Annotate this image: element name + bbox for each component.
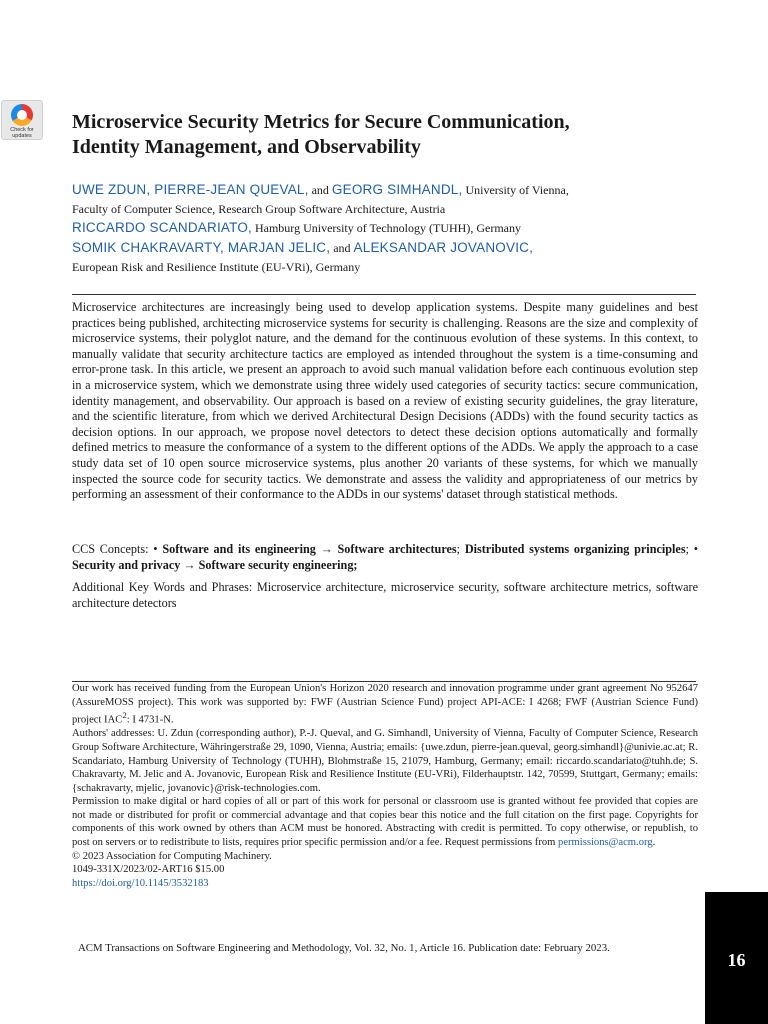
author-block bbox=[72, 180, 702, 276]
ccs-concept: Distributed systems organizing principles bbox=[464, 542, 686, 556]
check-for-updates-badge[interactable] bbox=[1, 100, 43, 140]
abstract-divider bbox=[72, 294, 696, 295]
author-affiliation: European Risk and Resilience Institute (EU-VRi), Germany bbox=[72, 260, 361, 274]
keywords: Additional Key Words and Phrases: Microservice architecture, microservice security, software architecture metrics, software architecture detectors bbox=[72, 580, 698, 610]
author-line-3 bbox=[72, 218, 702, 238]
author-affiliation: University of Vienna, bbox=[462, 183, 569, 197]
title-line-1: Microservice Security Metrics for Secure Communication, bbox=[72, 111, 570, 133]
author-affiliation: Faculty of Computer Science, Research Group Software Architecture, Austria bbox=[72, 202, 446, 216]
copyright-line: © 2023 Association for Computing Machinery. bbox=[72, 850, 272, 862]
author-names[interactable]: UWE ZDUN, PIERRE-JEAN QUEVAL, bbox=[72, 182, 309, 197]
author-names[interactable]: SOMIK CHAKRAVARTY, MARJAN JELIC, bbox=[72, 240, 331, 255]
ccs-concept: Security and privacy → Software security engineering; bbox=[72, 557, 358, 572]
author-addresses: Authors' addresses: U. Zdun (corresponding author), P.-J. Queval, and G. Simhandl, University of Vienna, Faculty of Computer Science, Research Group Software Architecture, Währingerstraße 29, 1090, Vienna, Austria; emails: {uwe.zdun, pierre-jean.queval, georg.simhandl}@univie.ac.at; R. Scandariato, Hamburg University of Technology (TUHH), Blohmstraße 15, 21079, Hamburg, Germany; email: riccardo.scandariato@tuhh.de; S. Chakravarty, M. Jelic and A. Jovanovic, European Risk and Resilience Institute (EU-VRi), Filderhauptstr. 142, 70599, Stuttgart, Germany; emails: {schakravarty, mjelic, jovanovic}@risk-technologies.com. bbox=[72, 728, 698, 794]
title-line-2: Identity Management, and Observability bbox=[72, 136, 421, 158]
badge-label: Check for updates bbox=[10, 127, 34, 139]
funding-note: Our work has received funding from the European Union's Horizon 2020 research and innovation programme under grant agreement No 952647 (AssureMOSS project). This work was supported by: FWF (Austrian Science Fund) project API-ACE: I 4268; FWF (Austrian Science Fund) project IAC$^2$: I 4731-N. bbox=[72, 683, 698, 726]
ccs-concepts: CCS Concepts: • Software and its engineering → Software architectures; Distributed systems organizing principles; • Security and privacy → Software security engineering; bbox=[72, 542, 699, 572]
permissions-email-link[interactable]: permissions@acm.org bbox=[558, 837, 653, 849]
author-affiliation: Hamburg University of Technology (TUHH), Germany bbox=[251, 221, 521, 235]
journal-footer: ACM Transactions on Software Engineering and Methodology, Vol. 32, No. 1, Article 16. Publication date: February 2023. bbox=[78, 942, 610, 954]
author-line-5 bbox=[72, 258, 702, 276]
author-line-1: UWE ZDUN, PIERRE-JEAN QUEVAL, and GEORG SIMHANDL, University of Vienna, bbox=[72, 182, 569, 197]
issn-line: 1049-331X/2023/02-ART16 $15.00 bbox=[72, 864, 225, 876]
author-names[interactable]: ALEKSANDAR JOVANOVIC, bbox=[353, 240, 534, 255]
author-line-4: SOMIK CHAKRAVARTY, MARJAN JELIC, and ALEKSANDAR JOVANOVIC, bbox=[72, 240, 534, 255]
paper-title bbox=[72, 110, 692, 160]
author-line-2 bbox=[72, 200, 702, 218]
permission-note: Permission to make digital or hard copies of all or part of this work for personal or classroom use is granted without fee provided that copies are not made or distributed for profit or commercial advantage and that copies bear this notice and the full citation on the first page. Copyrights for components of this work owned by others than ACM must be honored. Abstracting with credit is permitted. To copy otherwise, or republish, to post on servers or to redistribute to lists, requires prior specific permission and/or a fee. Request permissions from permissions@acm.org. bbox=[72, 796, 698, 849]
author-names[interactable]: RICCARDO SCANDARIATO, bbox=[72, 220, 252, 235]
ccs-concept: Software and its engineering → Software architectures bbox=[162, 542, 457, 556]
abstract: Microservice architectures are increasingly being used to develop application systems. Despite many guidelines and best practices being published, architecting microservice systems for security is challenging. Reasons are the size and complexity of microservice systems, their polyglot nature, and the demand for the continuous evolution of these systems. In this context, to manually validate that security architecture tactics are employed as intended throughout the system is a time-consuming and error-prone task. In this article, we present an approach to avoid such manual validation before each continuous evolution step in a microservice system, which we demonstrate using three widely used categories of security tactics: secure communication, identity management, and observability. Our approach is based on a review of existing security guidelines, the gray literature, and the scientific literature, from which we derived Architectural Design Decisions (ADDs) with the found security tactics as decision options. In our approach, we propose novel detectors to detect these decision options automatically and formally defined metrics to measure the conformance of a system to the different options of the ADDs. We apply the approach to a case study data set of 10 open source microservice systems, plus another 20 variants of these systems, for which we manually inspected the source code for security tactics. We demonstrate and assess the validity and appropriateness of our metrics by performing an assessment of their conformance to the ADDs in our systems' dataset through statistical methods. bbox=[72, 300, 698, 502]
page-number: 16 bbox=[727, 950, 746, 970]
doi-link[interactable]: https://doi.org/10.1145/3532183 bbox=[72, 877, 209, 889]
footnotes bbox=[72, 682, 698, 890]
author-names[interactable]: GEORG SIMHANDL, bbox=[331, 182, 463, 197]
page-tab bbox=[705, 892, 768, 1024]
check-for-updates-icon bbox=[11, 104, 33, 126]
